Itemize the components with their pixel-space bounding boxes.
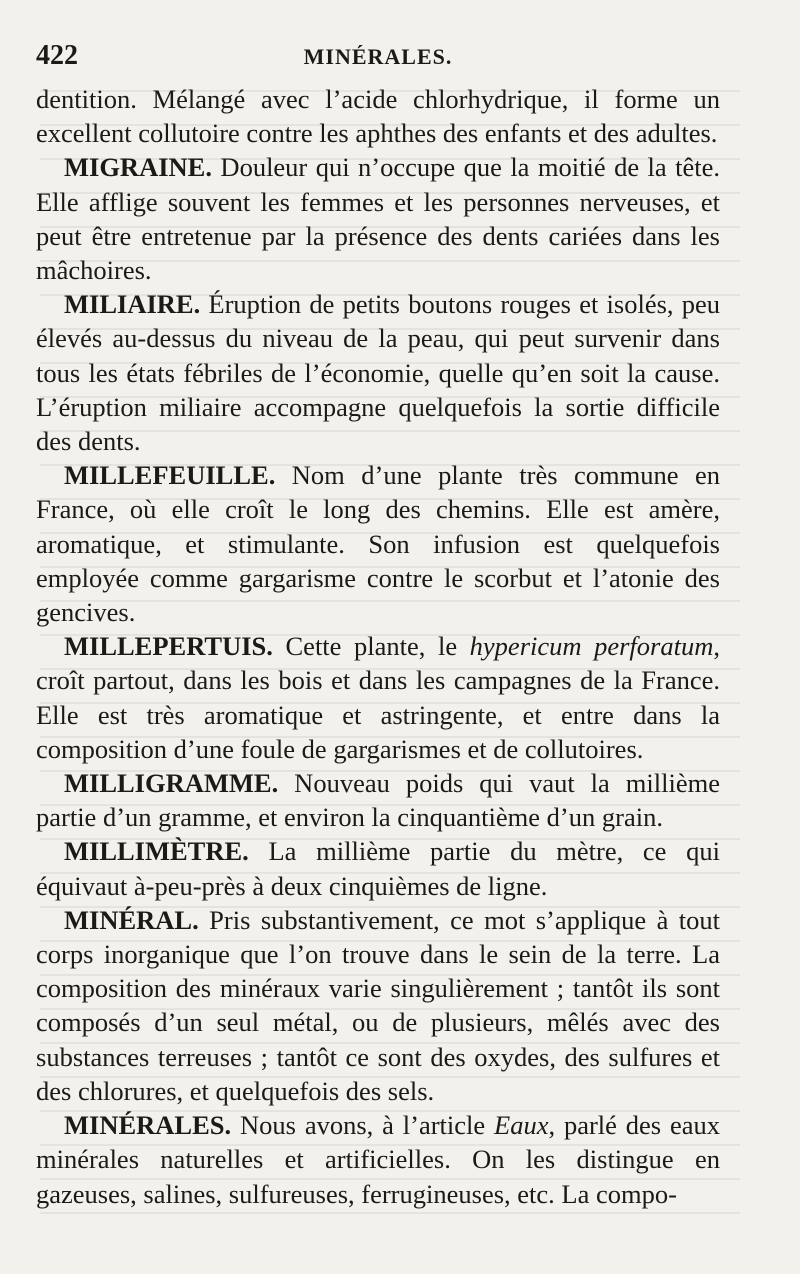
entry-miliaire — [36, 287, 720, 458]
entry-text: Nom d’une plante très commune en France, où elle croît le long des chemins. Elle est amère, aromatique, et stimulante. Son infusion est quelquefois employée comme gargarisme contre le scorbut et l’atonie des gencives. — [36, 460, 720, 628]
entry-dentition-continuation — [36, 82, 720, 150]
entry-millimetre — [36, 834, 720, 902]
entry-millefeuille — [36, 458, 720, 629]
headword-minerales: MINÉRALES. — [64, 1110, 232, 1141]
headword-millefeuille: MILLEFEUILLE. — [64, 460, 276, 491]
entry-text: Cette plante, le — [272, 631, 470, 662]
entry-text: Douleur qui n’occupe que la moitié de la tête. Elle afflige souvent les femmes et les personnes nerveuses, et peut être entretenue par la présence des dents cariées dans les mâchoires. — [36, 152, 720, 286]
headword-mineral: MINÉRAL. — [64, 904, 199, 935]
entry-text: Nous avons, à l’article — [231, 1110, 495, 1141]
dictionary-body — [36, 82, 720, 1211]
entry-text: , parlé des eaux minérales naturelles et artificielles. On les distingue en gazeuses, salines, sulfureuses, ferrugineuses, etc. La compo- — [36, 1110, 720, 1209]
book-page — [36, 30, 720, 1250]
entry-text: Nouveau poids qui vaut la millième partie d’un gramme, et environ la cinquantième d’un grain. — [36, 768, 720, 833]
entry-text: Éruption de petits boutons rouges et isolés, peu élevés au-dessus du niveau de la peau, qui peut survenir dans tous les états fébriles de l’économie, quelle qu’en soit la cause. L’éruption miliaire accompagne quelquefois la sortie difficile des dents. — [36, 289, 720, 457]
entry-milligramme — [36, 766, 720, 834]
entry-text: La millième partie du mètre, ce qui équivaut à-peu-près à deux cinquièmes de ligne. — [36, 836, 720, 901]
entry-minerales — [36, 1108, 720, 1211]
headword-miliaire: MILIAIRE. — [64, 289, 201, 320]
latin-name: hypericum perforatum — [469, 631, 714, 662]
entry-text: dentition. Mélangé avec l’acide chlorhydrique, il forme un excellent collutoire contre les aphthes des enfants et des adultes. — [36, 84, 720, 149]
entry-migraine — [36, 150, 720, 287]
headword-migraine: MIGRAINE. — [64, 152, 212, 183]
entry-text: , croît partout, dans les bois et dans les campagnes de la France. Elle est très aromatique et astringente, et entre dans la composition d’une foule de gargarismes et de collutoires. — [36, 631, 720, 764]
page-number: 422 — [36, 40, 78, 71]
entry-millepertuis — [36, 629, 720, 766]
entry-mineral — [36, 903, 720, 1108]
headword-milligramme: MILLIGRAMME. — [64, 768, 279, 799]
page-header — [36, 30, 720, 82]
headword-millepertuis: MILLEPERTUIS. — [64, 631, 273, 662]
running-title: MINÉRALES. — [303, 44, 453, 69]
entry-text: Pris substantivement, ce mot s’applique à tout corps inorganique que l’on trouve dans le sein de la terre. La composition des minéraux varie singulièrement ; tantôt ils sont composés d’un seul métal, ou de plusieurs, mêlés avec des substances terreuses ; tantôt ce sont des oxydes, des sulfures et des chlorures, et quelquefois des sels. — [36, 904, 720, 1106]
cross-reference: Eaux — [494, 1110, 549, 1141]
headword-millimetre: MILLIMÈTRE. — [64, 836, 249, 867]
